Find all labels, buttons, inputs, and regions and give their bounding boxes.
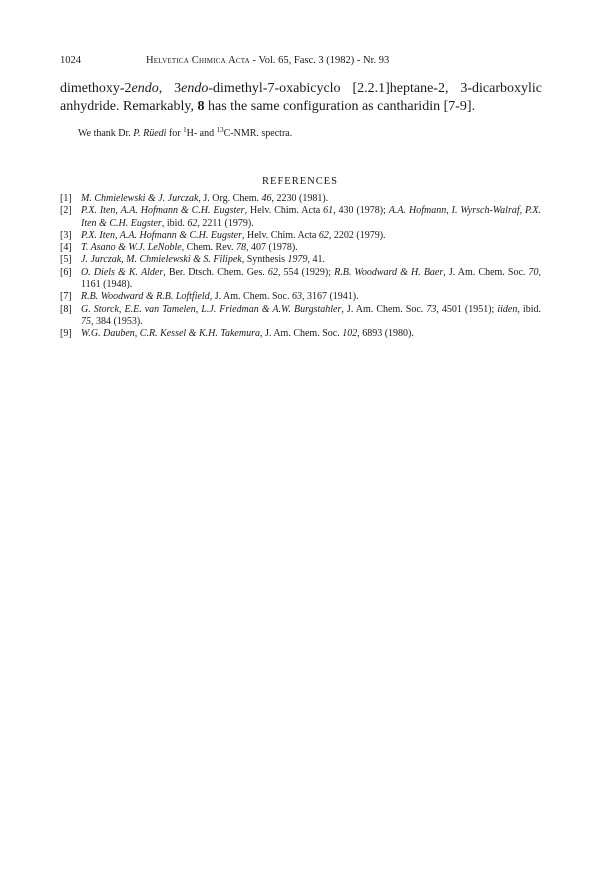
reference-item [60,291,541,303]
journal-citation [146,55,389,66]
reference-text: , 2211 (1979). [197,217,254,229]
references-list [60,193,541,341]
journal-name: Helvetica Chimica Acta [146,55,250,66]
body-text-run: -dimethyl-7-oxabicyclo [2.2.1]heptane-2, 3-dicarboxylic anhydride. Remarkably, [60,81,542,114]
thanks-text: H- and [186,128,217,139]
reference-item [60,242,541,254]
reference-text: , J. Am. Chem. Soc. [209,291,292,303]
reference-number: [1] [60,193,72,204]
reference-authors: M. Chmielewski & J. Jurczak [81,193,199,204]
reference-authors: G. Storck, E.E. van Tamelen, L.J. Friedman & A.W. Burgstahler [81,303,342,315]
reference-text: , J. Am. Chem. Soc. [259,328,343,340]
thanks-text: We thank Dr. [78,128,134,139]
thanks-text: for [166,128,184,139]
reference-volume: 73 [426,303,437,315]
superscript: 1 [183,126,187,134]
reference-volume: 63 [291,291,302,303]
reference-item [60,193,541,205]
compound-number: 8 [197,99,205,114]
reference-text: , Synthesis [241,254,288,266]
reference-text: , Ber. Dtsch. Chem. Ges. [163,266,268,278]
reference-number: [4] [60,242,72,254]
reference-number: [2] [60,205,72,217]
reference-text: , 407 (1978). [246,242,298,254]
reference-volume: 62 [187,217,198,229]
reference-volume: 78 [236,242,247,254]
reference-number: [9] [60,328,72,340]
reference-text: , 3167 (1941). [301,291,359,303]
body-italic-run: endo [131,81,159,96]
reference-text: , Helv. Chim. Acta [242,229,319,241]
reference-number: [3] [60,229,72,241]
reference-text: , 554 (1929); [277,266,335,278]
reference-volume: 62 [267,266,278,278]
body-text-run: , 3 [158,81,182,96]
reference-number: [5] [60,254,72,266]
reference-authors: P.X. Iten, A.A. Hofmann & C.H. Eugster [81,205,245,217]
reference-item [60,230,541,242]
reference-text: , 1161 (1948). [81,266,541,291]
thanks-text: C-NMR. spectra. [223,128,293,139]
reference-text: , J. Am. Chem. Soc. [443,266,529,278]
reference-number: [8] [60,303,72,315]
reference-text: , 2202 (1979). [328,229,386,241]
reference-text: , 6893 (1980). [357,328,414,340]
issue-info: - Vol. 65, Fasc. 3 (1982) - Nr. 93 [252,55,390,66]
reference-text: , 4501 (1951); [436,303,498,315]
reference-item [60,267,541,292]
reference-authors: J. Jurczak, M. Chmielewski & S. Filipek [81,254,242,266]
reference-authors: P.X. Iten, A.A. Hofmann & C.H. Eugster [81,229,243,241]
reference-volume: 70 [528,266,539,278]
reference-text: , ibid. [517,303,541,315]
reference-volume: 75 [81,315,91,327]
reference-volume: 46 [261,193,272,204]
thanks-name: P. Rüedi [133,128,167,139]
reference-text: , J. Org. Chem. [198,193,262,204]
reference-volume: 1979 [287,254,308,266]
reference-item [60,254,541,266]
body-text-run: dimethoxy-2 [60,81,132,96]
reference-volume: 62 [318,229,329,241]
reference-text: , J. Am. Chem. Soc. [341,303,427,315]
reference-text: , ibid. [161,217,188,229]
body-text-run: has the same configuration as cantharidin [7-9]. [204,99,476,114]
reference-text: , 384 (1953). [91,315,143,327]
reference-text: , 2230 (1981). [271,193,329,204]
reference-volume: 102 [342,328,358,340]
reference-authors: R.B. Woodward & H. Baer [334,266,444,278]
page-number: 1024 [60,55,81,66]
body-text [60,80,542,116]
reference-item [60,328,541,340]
reference-authors: T. Asano & W.J. LeNoble [81,242,182,254]
reference-text: , 430 (1978); [333,205,389,217]
reference-authors: O. Diels & K. Alder [81,266,164,278]
acknowledgement [78,127,538,140]
reference-authors: A.A. Hofmann, I. Wyrsch-Walraf, P.X. Iten & C.H. Eugster [81,205,541,229]
reference-item [60,205,541,230]
reference-number: [6] [60,266,72,278]
references-heading: REFERENCES [262,176,338,187]
reference-authors: W.G. Dauben, C.R. Kessel & K.H. Takemura [81,328,260,340]
body-paragraph [60,80,542,116]
body-italic-run: endo [181,81,209,96]
reference-volume: 61 [323,205,334,217]
reference-text: , Chem. Rev. [181,242,237,254]
superscript: 13 [216,126,224,134]
reference-authors: iiden [497,303,518,315]
reference-text: , 41. [307,254,326,266]
reference-text: , Helv. Chim. Acta [244,205,324,217]
reference-item [60,304,541,329]
reference-number: [7] [60,291,72,303]
reference-authors: R.B. Woodward & R.B. Loftfield [81,291,210,303]
